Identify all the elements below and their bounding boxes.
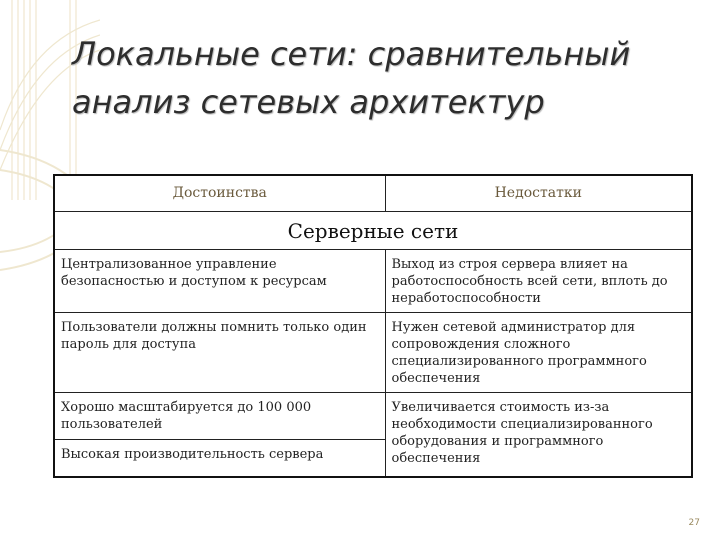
table-row <box>54 250 692 313</box>
advantage-text: Высокая производительность сервера <box>55 439 385 468</box>
disadvantage-cell: Нужен сетевой администратор для сопровождения сложного специализированного программного обеспечения <box>385 313 692 393</box>
advantage-text: Хорошо масштабируется до 100 000 пользователей <box>61 400 312 432</box>
advantage-cell: Пользователи должны помнить только один пароль для доступа <box>54 313 385 393</box>
page-number: 27 <box>688 518 700 528</box>
header-disadvantages: Недостатки <box>385 175 692 212</box>
title-line-1: Локальные сети: сравнительный <box>72 35 631 73</box>
table-row <box>54 313 692 393</box>
disadvantage-cell: Выход из строя сервера влияет на работоспособность всей сети, вплоть до неработоспособности <box>385 250 692 313</box>
title-line-2: анализ сетевых архитектур <box>72 83 545 121</box>
disadvantage-cell: Увеличивается стоимость из-за необходимости специализированного оборудования и программного обеспечения <box>385 393 692 477</box>
table-header-row <box>54 175 692 212</box>
section-row <box>54 212 692 250</box>
table-row <box>54 393 692 477</box>
section-title: Серверные сети <box>54 212 692 250</box>
header-advantages: Достоинства <box>54 175 385 212</box>
comparison-table <box>53 174 693 478</box>
advantage-cell-split <box>54 393 385 477</box>
slide-title <box>72 30 692 126</box>
advantage-cell: Централизованное управление безопасностью и доступом к ресурсам <box>54 250 385 313</box>
